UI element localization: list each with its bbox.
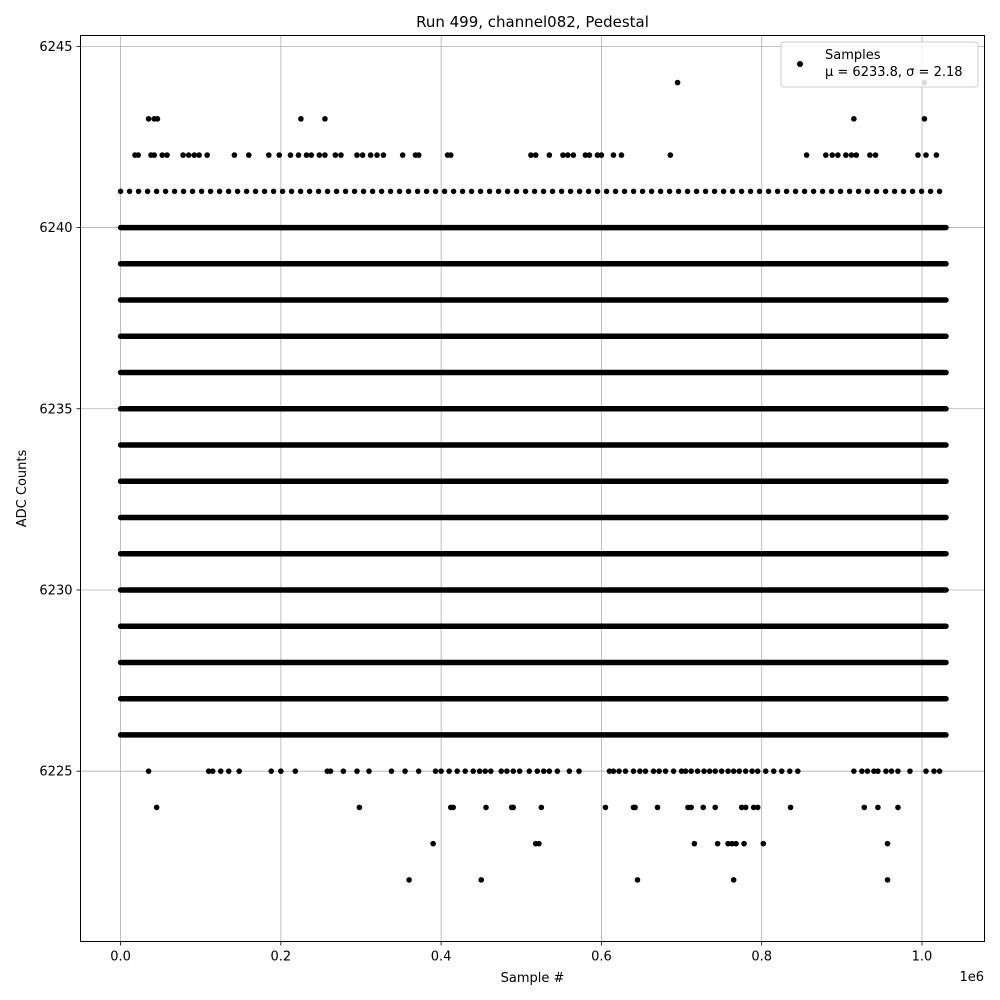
sample-point <box>438 768 444 774</box>
y-axis-label: ADC Counts <box>15 449 30 528</box>
sample-point <box>761 841 767 847</box>
sample-point <box>454 768 460 774</box>
sample-point <box>333 152 339 158</box>
sample-point <box>159 152 165 158</box>
sample-point <box>695 768 701 774</box>
y-tick-label: 6240 <box>39 221 73 237</box>
sample-point <box>741 841 747 847</box>
sample-point <box>374 152 380 158</box>
sample-point <box>533 152 539 158</box>
sample-point <box>883 768 889 774</box>
sample-point <box>416 152 422 158</box>
y-tick-label: 6235 <box>39 402 73 418</box>
sample-point <box>632 805 638 811</box>
sample-point <box>268 768 274 774</box>
sample-point <box>861 805 867 811</box>
y-tick-label: 6245 <box>39 39 73 55</box>
sample-point <box>788 805 794 811</box>
sample-point <box>478 877 484 883</box>
sample-point <box>541 768 547 774</box>
sample-point <box>357 805 363 811</box>
legend <box>781 42 978 87</box>
sample-point <box>186 152 192 158</box>
sample-point <box>779 768 785 774</box>
sample-point <box>576 768 582 774</box>
x-tick-label: 0.8 <box>751 949 773 965</box>
sample-point <box>482 768 488 774</box>
legend-marker <box>797 61 803 67</box>
sample-point <box>631 768 637 774</box>
sample-point <box>787 768 793 774</box>
sample-point <box>875 768 881 774</box>
sample-point <box>655 805 661 811</box>
sample-point <box>823 152 829 158</box>
sample-point <box>510 805 516 811</box>
sample-point <box>292 768 298 774</box>
sample-point <box>859 768 865 774</box>
sample-point <box>851 768 857 774</box>
sample-point <box>402 768 408 774</box>
sample-point <box>922 116 928 122</box>
sample-point <box>322 152 328 158</box>
y-tick-label: 6225 <box>39 764 73 780</box>
sample-point <box>915 152 921 158</box>
sample-point <box>278 768 284 774</box>
legend-stats: μ = 6233.8, σ = 2.18 <box>825 65 963 80</box>
sample-point <box>895 805 901 811</box>
sample-point <box>368 152 374 158</box>
sample-point <box>635 877 641 883</box>
sample-point <box>749 768 755 774</box>
sample-point <box>587 152 593 158</box>
sample-point <box>483 805 489 811</box>
sample-point <box>853 152 859 158</box>
sample-point <box>498 768 504 774</box>
sample-point <box>448 152 454 158</box>
sample-point <box>865 768 871 774</box>
sample-point <box>611 768 617 774</box>
sample-point <box>210 768 216 774</box>
sample-point <box>733 841 739 847</box>
sample-point <box>835 152 841 158</box>
sample-point <box>535 768 541 774</box>
sample-point <box>731 877 737 883</box>
sample-point <box>354 768 360 774</box>
sample-point <box>712 805 718 811</box>
sample-point <box>656 768 662 774</box>
sample-point <box>477 768 483 774</box>
x-tick-label: 0.6 <box>591 949 612 965</box>
sample-point <box>246 152 252 158</box>
sample-point <box>849 152 855 158</box>
sample-point <box>707 768 713 774</box>
sample-point <box>719 768 725 774</box>
sample-point <box>470 768 476 774</box>
sample-point <box>232 152 238 158</box>
sample-point <box>804 152 810 158</box>
sample-point <box>155 116 161 122</box>
sample-point <box>755 805 761 811</box>
sample-point <box>547 768 553 774</box>
sample-point <box>712 768 718 774</box>
sample-point <box>683 768 689 774</box>
sample-point <box>923 768 929 774</box>
sample-point <box>322 116 328 122</box>
sample-point <box>743 805 749 811</box>
sample-point <box>135 152 141 158</box>
sample-point <box>763 768 769 774</box>
sample-point <box>555 768 561 774</box>
sample-point <box>151 152 157 158</box>
sample-point <box>226 768 232 774</box>
sample-point <box>164 152 170 158</box>
sample-point <box>539 805 545 811</box>
sample-point <box>743 768 749 774</box>
sample-point <box>450 805 456 811</box>
sample-point <box>328 768 334 774</box>
sample-point <box>462 768 468 774</box>
sample-point <box>795 768 801 774</box>
sample-point <box>651 768 657 774</box>
sample-point <box>236 768 242 774</box>
sample-point <box>504 768 510 774</box>
chart-title: Run 499, channel082, Pedestal <box>416 13 649 31</box>
sample-point <box>851 116 857 122</box>
sample-point <box>389 768 395 774</box>
axis-ticks <box>39 40 932 965</box>
sample-point <box>536 841 542 847</box>
sample-point <box>547 152 553 158</box>
x-axis-label: Sample # <box>500 971 565 986</box>
x-axis-offset-text: 1e6 <box>959 970 984 985</box>
sample-point <box>675 80 681 86</box>
sample-point <box>923 152 929 158</box>
sample-point <box>843 152 849 158</box>
sample-point <box>304 152 310 158</box>
sample-point <box>715 841 721 847</box>
sample-point <box>700 805 706 811</box>
sample-point <box>400 152 406 158</box>
sample-point <box>266 152 272 158</box>
sample-point <box>567 768 573 774</box>
x-tick-label: 0.0 <box>110 949 131 965</box>
sample-point <box>623 768 629 774</box>
sample-point <box>619 152 625 158</box>
data-points <box>121 80 946 883</box>
sample-point <box>510 768 516 774</box>
sample-point <box>736 768 742 774</box>
sample-point <box>931 768 937 774</box>
sample-point <box>154 805 160 811</box>
sample-point <box>755 768 761 774</box>
sample-point <box>298 116 304 122</box>
sample-point <box>885 841 891 847</box>
sample-point <box>276 152 282 158</box>
sample-point <box>599 152 605 158</box>
sample-point <box>616 768 622 774</box>
sample-point <box>671 768 677 774</box>
sample-point <box>430 841 436 847</box>
sample-point <box>937 768 943 774</box>
sample-point <box>725 768 731 774</box>
sample-point <box>296 152 302 158</box>
sample-point <box>934 152 940 158</box>
sample-point <box>571 152 577 158</box>
sample-point <box>360 152 366 158</box>
sample-point <box>433 768 439 774</box>
sample-point <box>668 152 674 158</box>
x-tick-label: 0.4 <box>430 949 452 965</box>
sample-point <box>688 805 694 811</box>
x-tick-label: 0.2 <box>270 949 292 965</box>
sample-point <box>643 768 649 774</box>
sample-point <box>867 152 873 158</box>
sample-point <box>204 152 210 158</box>
sample-point <box>317 152 323 158</box>
sample-point <box>446 768 452 774</box>
sample-point <box>885 877 891 883</box>
sample-point <box>895 768 901 774</box>
sample-point <box>560 152 566 158</box>
sample-point <box>381 152 387 158</box>
sample-point <box>488 768 494 774</box>
sample-point <box>731 768 737 774</box>
sample-point <box>688 768 694 774</box>
sample-point <box>692 841 698 847</box>
sample-point <box>611 152 617 158</box>
sample-point <box>526 768 532 774</box>
sample-point <box>603 805 609 811</box>
sample-point <box>637 768 643 774</box>
legend-series-name: Samples <box>825 48 881 63</box>
sample-point <box>218 768 224 774</box>
sample-point <box>771 768 777 774</box>
sample-point <box>146 768 152 774</box>
sample-point <box>288 152 294 158</box>
plot-frame <box>81 36 985 942</box>
sample-point <box>907 768 913 774</box>
sample-point <box>180 152 186 158</box>
sample-point <box>354 152 360 158</box>
sample-point <box>701 768 707 774</box>
sample-point <box>565 152 571 158</box>
sample-point <box>875 805 881 811</box>
sample-point <box>829 152 835 158</box>
sample-point <box>341 768 347 774</box>
sample-point <box>309 152 315 158</box>
sample-point <box>528 152 534 158</box>
sample-point <box>192 152 198 158</box>
sample-point <box>889 768 895 774</box>
y-tick-label: 6230 <box>39 583 73 599</box>
sample-point <box>196 152 202 158</box>
grid-lines <box>81 36 985 942</box>
sample-point <box>873 152 879 158</box>
sample-point <box>338 152 344 158</box>
x-tick-label: 1.0 <box>911 949 933 965</box>
sample-point <box>146 116 152 122</box>
sample-point <box>366 768 372 774</box>
sample-point <box>517 768 523 774</box>
sample-point <box>663 768 669 774</box>
sample-point <box>416 768 422 774</box>
sample-point <box>406 877 412 883</box>
